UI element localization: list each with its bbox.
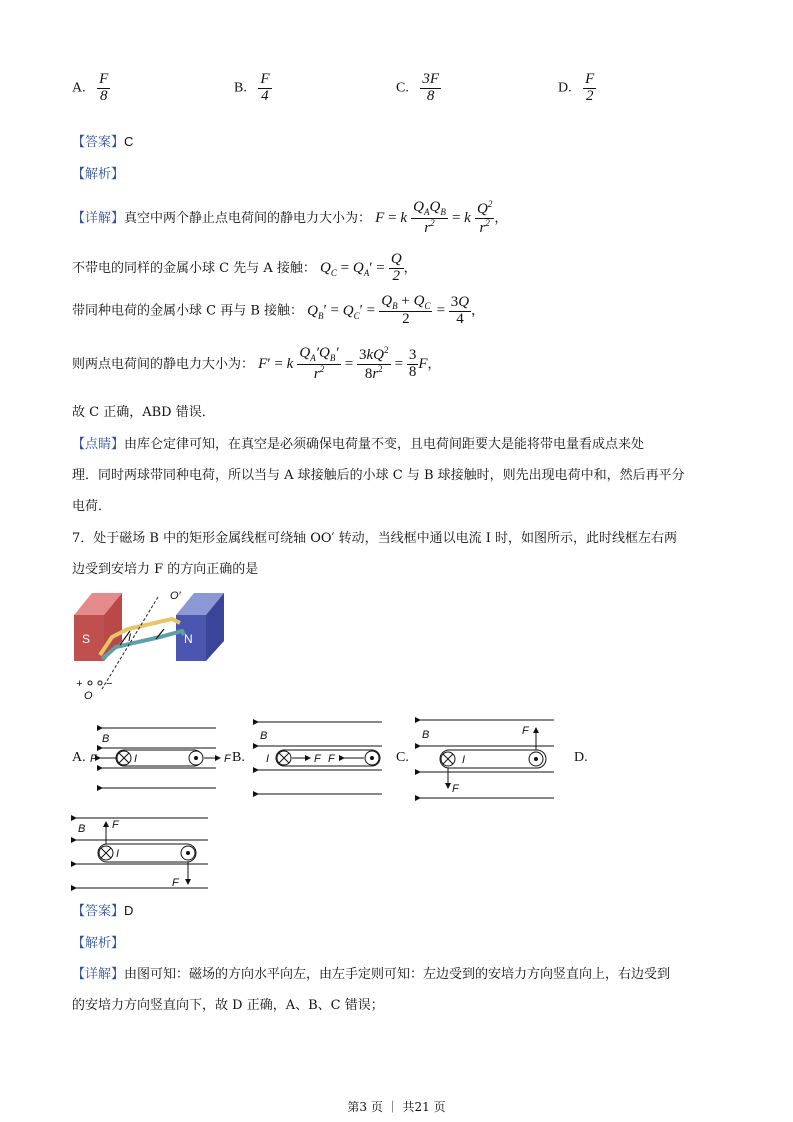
f-label: F bbox=[172, 877, 179, 889]
terminal-plus bbox=[88, 681, 92, 685]
option-b bbox=[234, 72, 272, 105]
option-b-letter: B. bbox=[234, 80, 247, 96]
i-label: I bbox=[134, 753, 138, 765]
b-label: B bbox=[102, 733, 110, 745]
choice-d-letter: D. bbox=[574, 750, 588, 765]
answer-q6 bbox=[72, 131, 133, 150]
f-label: F bbox=[452, 783, 459, 795]
f-label: F bbox=[314, 753, 321, 765]
f-label: F bbox=[90, 753, 97, 765]
choice-c-letter: C. bbox=[396, 750, 409, 765]
i-label: I bbox=[462, 754, 466, 766]
magnet-figure bbox=[72, 585, 232, 705]
option-c-letter: C. bbox=[396, 80, 409, 96]
f-label: F bbox=[224, 753, 231, 765]
analysis-label: 【解析】 bbox=[72, 167, 125, 182]
option-d-numerator: F bbox=[585, 71, 595, 87]
q7-stem-line2: 边受到安培力 F 的方向正确的是 bbox=[72, 562, 259, 577]
comment-line2: 理．同时两球带同种电荷，所以当与 A 球接触后的小球 C 与 B 球接触时，则先出现电荷中和，然后再平分 bbox=[72, 468, 685, 483]
analysis-label: 【解析】 bbox=[72, 936, 125, 951]
answer-q7 bbox=[72, 900, 133, 919]
detail-q6-line2: 不带电的同样的金属小球 C 先与 A 接触： $Q_C = Q_A'$ = $\frac{Q}{2}$ ， bbox=[72, 251, 417, 284]
o-label: O bbox=[84, 690, 93, 702]
option-a bbox=[72, 72, 110, 105]
option-b-numerator: F bbox=[260, 71, 270, 87]
terminal-minus bbox=[98, 681, 102, 685]
b-label: B bbox=[422, 729, 430, 741]
answer-value: D bbox=[124, 903, 134, 918]
dot bbox=[194, 756, 198, 760]
s-label: S bbox=[82, 632, 91, 646]
answer-value: C bbox=[124, 134, 134, 149]
option-d-denominator: 2 bbox=[585, 87, 594, 104]
option-c bbox=[396, 72, 441, 105]
option-c-numerator: 3F bbox=[422, 71, 440, 87]
comment-line1 bbox=[72, 433, 644, 452]
option-a-denominator: 8 bbox=[99, 87, 108, 104]
detail-q6-line1: 【详解】真空中两个静止点电荷间的静电力大小为： F = k $\frac{Q_AQ_B}{r^2}$ = k $\frac{Q^2}{r^2}$ ， bbox=[72, 199, 508, 236]
line2-text: 不带电的同样的金属小球 C 先与 A 接触： bbox=[72, 260, 316, 276]
choice-b-letter: B. bbox=[232, 750, 245, 765]
option-d bbox=[558, 72, 596, 105]
f-label: F bbox=[328, 753, 335, 765]
figure-i-label: I bbox=[128, 632, 132, 644]
detail-intro: 真空中两个静止点电荷间的静电力大小为： bbox=[124, 210, 372, 226]
dot bbox=[534, 757, 538, 761]
plus-terminal: + bbox=[76, 678, 83, 690]
f-label: F bbox=[522, 725, 529, 737]
b-label: B bbox=[78, 823, 86, 835]
page-footer: 第3 页 ｜ 共21 页 bbox=[347, 1100, 446, 1114]
b-label: B bbox=[260, 730, 268, 742]
q7-stem-line1: 7．处于磁场 B 中的矩形金属线框可绕轴 OO′ 转动，当线框中通以电流 I 时，如图所示，此时线框左右两 bbox=[72, 531, 678, 546]
option-a-numerator: F bbox=[99, 71, 109, 87]
dot bbox=[186, 851, 190, 855]
i-label: I bbox=[266, 753, 270, 765]
answer-label: 【答案】 bbox=[72, 135, 125, 150]
option-c-denominator: 8 bbox=[426, 87, 435, 104]
detail-q6-line3: 带同种电荷的金属小球 C 再与 B 接触： $Q_B' = Q_C'$ = $\frac{Q_B + Q_C}{2}$ = $\frac{3Q}{4}$ ， bbox=[72, 293, 485, 328]
i-label: I bbox=[116, 848, 120, 860]
option-b-denominator: 4 bbox=[261, 87, 269, 104]
diagram-d bbox=[70, 810, 220, 896]
diagram-b bbox=[252, 712, 392, 802]
detail-label: 【详解】 bbox=[72, 967, 125, 982]
conclusion-q6: 故 C 正确，ABD 错误． bbox=[72, 405, 215, 420]
line3-text: 带同种电荷的金属小球 C 再与 B 接触： bbox=[72, 303, 304, 319]
detail-text-1: 由图可知：磁场的方向水平向左，由左手定则可知：左边受到的安培力方向竖直向上，右边受到 bbox=[124, 967, 671, 982]
detail-q7-line2: 的安培力方向竖直向下，故 D 正确，A、B、C 错误； bbox=[72, 998, 384, 1013]
detail-label: 【详解】 bbox=[72, 210, 125, 226]
detail-q6-line4: 则两点电荷间的静电力大小为： F′ = k $\frac{Q_A'Q_B'}{r^2}$ = $\frac{3kQ^2}{8r^2}$ = $\frac{3}{8}$ F， bbox=[72, 345, 441, 382]
choice-a-letter: A. bbox=[72, 750, 86, 765]
f-label: F bbox=[112, 819, 119, 831]
minus-terminal: − bbox=[106, 678, 113, 690]
diagram-c bbox=[414, 712, 564, 804]
o-prime-label: O′ bbox=[170, 590, 181, 602]
comment-label: 【点睛】 bbox=[72, 437, 125, 452]
option-d-letter: D. bbox=[558, 80, 572, 96]
comment-line3: 电荷． bbox=[72, 499, 112, 514]
comment-text-1: 由库仑定律可知，在真空是必须确保电荷量不变，且电荷间距要大是能将带电量看成点来处 bbox=[124, 437, 645, 452]
answer-label: 【答案】 bbox=[72, 904, 125, 919]
diagram-a bbox=[88, 720, 238, 800]
option-a-letter: A. bbox=[72, 80, 86, 96]
dot bbox=[370, 756, 374, 760]
detail-q7-line1 bbox=[72, 963, 670, 982]
line4-text: 则两点电荷间的静电力大小为： bbox=[72, 356, 255, 372]
n-label: N bbox=[184, 632, 193, 646]
